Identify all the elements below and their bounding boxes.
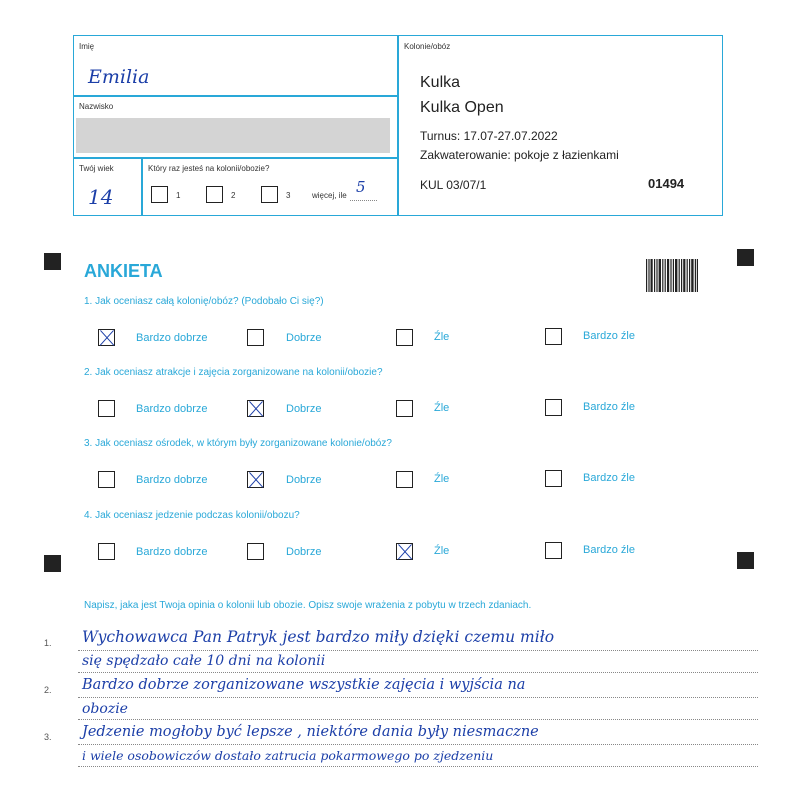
- question-2-text: 2. Jak oceniasz atrakcje i zajęcia zorganizowane na kolonii/obozie?: [84, 367, 383, 378]
- q4-option-dobrze-checkbox[interactable]: [247, 543, 264, 560]
- q2-option-dobrze-label: Dobrze: [286, 403, 322, 415]
- wiecej-value: 5: [356, 178, 366, 196]
- header-divider-vertical: [397, 35, 399, 216]
- opinion-dotted-line-1: [78, 650, 758, 651]
- imie-value: Emilia: [88, 66, 150, 88]
- q3-option-zle-label: Źle: [434, 473, 450, 485]
- survey-title: ANKIETA: [84, 261, 163, 281]
- opinion-dotted-line-4: [78, 719, 758, 720]
- visit-count-3-checkbox[interactable]: [261, 186, 278, 203]
- q2-option-dobrze-checkbox[interactable]: [247, 400, 264, 417]
- q1-option-bardzo-zle-checkbox[interactable]: [545, 328, 562, 345]
- imie-label: Imię: [79, 42, 95, 51]
- q2-option-zle-checkbox[interactable]: [396, 400, 413, 417]
- question-1-text: 1. Jak oceniasz całą kolonię/obóz? (Podobało Ci się?): [84, 296, 324, 307]
- opinion-dotted-line-5: [78, 744, 758, 745]
- q4-option-bardzo-zle-checkbox[interactable]: [545, 542, 562, 559]
- q1-option-zle-checkbox[interactable]: [396, 329, 413, 346]
- header-divider-1: [73, 95, 398, 97]
- header-divider-2: [73, 157, 398, 159]
- q3-option-bardzo-zle-label: Bardzo źle: [583, 472, 635, 484]
- turnus-text: Turnus: 17.07-27.07.2022: [420, 129, 558, 143]
- q3-option-bardzo-zle-checkbox[interactable]: [545, 470, 562, 487]
- q3-option-bardzo-dobrze-label: Bardzo dobrze: [136, 474, 208, 486]
- opinion-text-line-4: obozie: [82, 701, 128, 717]
- kolonia-name: Kulka: [420, 74, 461, 91]
- kolonia-subname: Kulka Open: [420, 99, 504, 116]
- registration-mark-top-left: [44, 253, 61, 270]
- opinion-dotted-line-2: [78, 672, 758, 673]
- opinion-text-line-6: i wiele osobowiczów dostało zatrucia pokarmowego po zjedzeniu: [82, 748, 494, 763]
- q2-option-bardzo-zle-checkbox[interactable]: [545, 399, 562, 416]
- q4-option-bardzo-zle-label: Bardzo źle: [583, 544, 635, 556]
- opinion-dotted-line-3: [78, 697, 758, 698]
- code-text: KUL 03/07/1: [420, 178, 487, 192]
- q4-option-bardzo-dobrze-label: Bardzo dobrze: [136, 546, 208, 558]
- q3-option-bardzo-dobrze-checkbox[interactable]: [98, 471, 115, 488]
- q3-option-dobrze-label: Dobrze: [286, 474, 322, 486]
- number-text: 01494: [648, 176, 685, 191]
- wiek-value: 14: [88, 185, 114, 209]
- q1-option-zle-label: Źle: [434, 331, 450, 343]
- q1-option-bardzo-dobrze-label: Bardzo dobrze: [136, 332, 208, 344]
- visit-count-3-label: 3: [286, 191, 291, 200]
- q2-option-bardzo-zle-label: Bardzo źle: [583, 401, 635, 413]
- opinion-text-line-1: Wychowawca Pan Patryk jest bardzo miły dzięki czemu miło: [82, 628, 555, 646]
- q1-option-bardzo-dobrze-checkbox[interactable]: [98, 329, 115, 346]
- barcode: [646, 259, 698, 292]
- q3-option-zle-checkbox[interactable]: [396, 471, 413, 488]
- registration-mark-top-right: [737, 249, 754, 266]
- q1-option-bardzo-zle-label: Bardzo źle: [583, 330, 635, 342]
- visit-count-2-label: 2: [231, 191, 236, 200]
- visit-count-2-checkbox[interactable]: [206, 186, 223, 203]
- nazwisko-label: Nazwisko: [79, 102, 114, 111]
- visit-count-1-checkbox[interactable]: [151, 186, 168, 203]
- header-divider-3: [141, 157, 143, 216]
- q4-option-zle-checkbox[interactable]: [396, 543, 413, 560]
- wiek-label: Twój wiek: [79, 164, 114, 173]
- kolonia-label: Kolonie/obóz: [404, 42, 451, 51]
- q1-option-dobrze-label: Dobrze: [286, 332, 322, 344]
- wiecej-label: więcej, ile: [312, 191, 347, 200]
- q1-option-dobrze-checkbox[interactable]: [247, 329, 264, 346]
- q2-option-zle-label: Źle: [434, 402, 450, 414]
- opinion-line-number-2: 2.: [44, 685, 52, 695]
- q2-option-bardzo-dobrze-label: Bardzo dobrze: [136, 403, 208, 415]
- registration-mark-bottom-right: [737, 552, 754, 569]
- q4-option-zle-label: Źle: [434, 545, 450, 557]
- opinion-dotted-line-6: [78, 766, 758, 767]
- opinion-line-number-1: 1.: [44, 638, 52, 648]
- q3-option-dobrze-checkbox[interactable]: [247, 471, 264, 488]
- opinion-line-number-3: 3.: [44, 732, 52, 742]
- visit-count-1-label: 1: [176, 191, 181, 200]
- question-3-text: 3. Jak oceniasz ośrodek, w którym były zorganizowane kolonie/obóz?: [84, 438, 392, 449]
- q2-option-bardzo-dobrze-checkbox[interactable]: [98, 400, 115, 417]
- wiecej-underline: [350, 200, 377, 201]
- opinion-text-line-3: Bardzo dobrze zorganizowane wszystkie zajęcia i wyjścia na: [82, 677, 526, 693]
- opinion-prompt: Napisz, jaka jest Twoja opinia o kolonii lub obozie. Opisz swoje wrażenia z pobytu w trzech zdaniach.: [84, 600, 532, 611]
- question-4-text: 4. Jak oceniasz jedzenie podczas kolonii/obozu?: [84, 510, 300, 521]
- q4-option-bardzo-dobrze-checkbox[interactable]: [98, 543, 115, 560]
- opinion-text-line-5: Jedzenie mogłoby być lepsze , niektóre dania były niesmaczne: [82, 724, 539, 740]
- registration-mark-bottom-left: [44, 555, 61, 572]
- q4-option-dobrze-label: Dobrze: [286, 546, 322, 558]
- opinion-text-line-2: się spędzało całe 10 dni na kolonii: [82, 653, 326, 669]
- ktory-raz-label: Który raz jesteś na kolonii/obozie?: [148, 164, 270, 173]
- zakwaterowanie-text: Zakwaterowanie: pokoje z łazienkami: [420, 148, 619, 162]
- nazwisko-redacted: [76, 118, 390, 153]
